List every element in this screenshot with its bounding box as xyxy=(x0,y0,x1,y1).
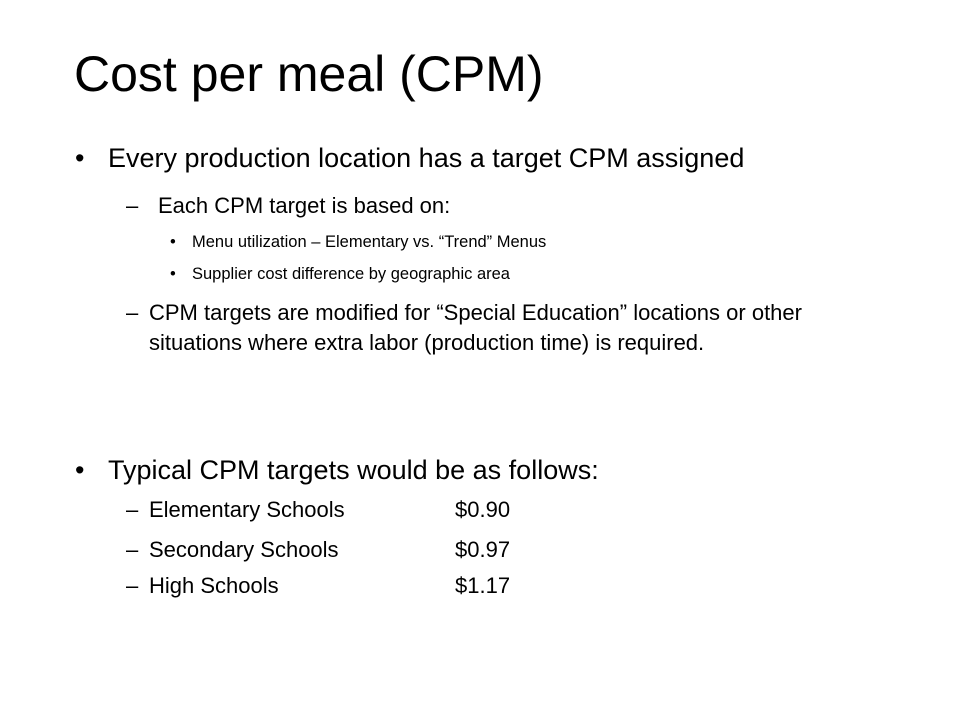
slide-title: Cost per meal (CPM) xyxy=(74,46,544,102)
dash-marker: – xyxy=(126,573,139,598)
price-row-high xyxy=(126,572,546,600)
dash-marker: – xyxy=(126,537,139,562)
price-row-elementary xyxy=(126,496,546,524)
row-price: $0.97 xyxy=(455,537,511,562)
dash-marker: – xyxy=(126,193,139,218)
sub-bullet-text: Each CPM target is based on: xyxy=(158,193,451,218)
row-label: High Schools xyxy=(149,573,279,598)
row-label: Elementary Schools xyxy=(149,497,345,522)
row-price: $0.90 xyxy=(455,497,511,522)
row-label: Secondary Schools xyxy=(149,537,339,562)
row-price: $1.17 xyxy=(455,573,511,598)
price-row-secondary xyxy=(126,536,546,564)
sub-bullet-paragraph xyxy=(126,298,849,358)
dash-marker: – xyxy=(126,497,139,522)
bullet-text: Typical CPM targets would be as follows: xyxy=(108,455,599,485)
list-item-text: Menu utilization – Elementary vs. “Trend” Menus xyxy=(192,233,547,251)
list-item-text: Supplier cost difference by geographic area xyxy=(192,265,510,283)
bullet-marker: • xyxy=(170,265,176,283)
bullet-marker: • xyxy=(75,455,85,485)
bullet-marker: • xyxy=(170,233,176,251)
bullet-marker: • xyxy=(75,143,85,173)
dash-marker: – xyxy=(126,300,139,325)
bullet-text: Every production location has a target CPM assigned xyxy=(108,143,745,173)
sub-bullet-text: CPM targets are modified for “Special Education” locations or other situations where extra labor (production time) is required. xyxy=(149,300,802,355)
